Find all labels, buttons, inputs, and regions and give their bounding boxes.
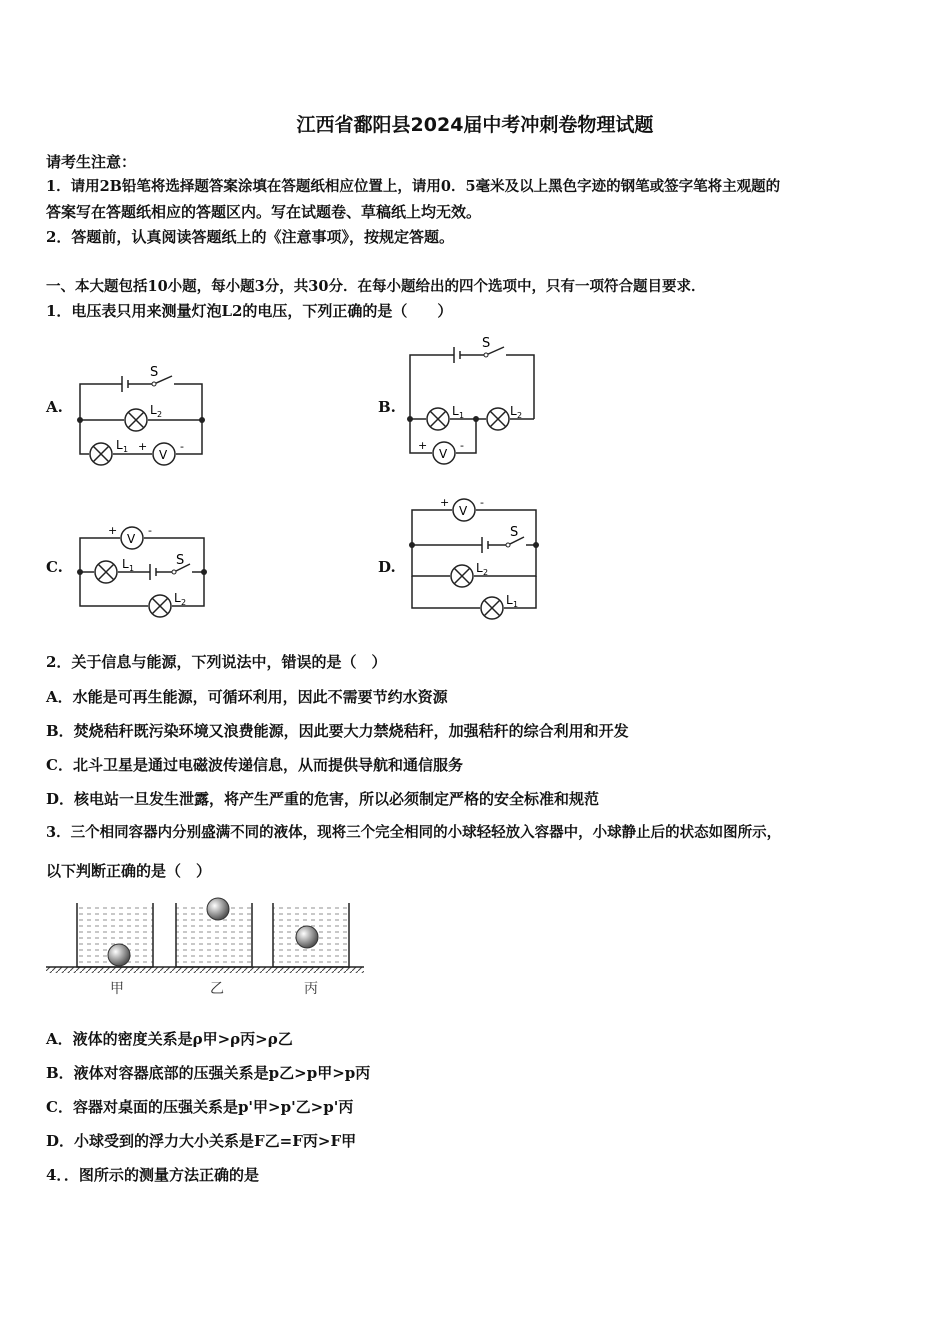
container-bing bbox=[273, 903, 349, 967]
q3-option-c: C．容器对桌面的压强关系是p'甲>p'乙>p'丙 bbox=[46, 1098, 354, 1116]
notice-line-1: 1．请用2B铅笔将选择题答案涂填在答题纸相应位置上，请用0．5毫米及以上黑色字迹的钢笔或签字笔将主观题的 bbox=[46, 178, 781, 195]
notice-heading: 请考生注意： bbox=[46, 153, 137, 171]
svg-text:V: V bbox=[127, 532, 136, 546]
q2-option-c: C．北斗卫星是通过电磁波传递信息，从而提供导航和通信服务 bbox=[46, 756, 463, 774]
svg-text:V: V bbox=[459, 504, 468, 518]
svg-text:+: + bbox=[440, 496, 450, 509]
q1-label-d: D. bbox=[378, 558, 396, 576]
svg-text:L: L bbox=[150, 403, 157, 417]
svg-text:L: L bbox=[452, 404, 459, 418]
notice-line-1b: 答案写在答题纸相应的答题区内。写在试题卷、草稿纸上均无效。 bbox=[46, 203, 482, 221]
q3-option-b: B．液体对容器底部的压强关系是p乙>p甲>p丙 bbox=[46, 1064, 371, 1082]
notice-line-2: 2．答题前，认真阅读答题纸上的《注意事项》，按规定答题。 bbox=[46, 228, 454, 246]
svg-text:2: 2 bbox=[157, 410, 163, 419]
section-1-heading: 一、本大题包括10小题，每小题3分，共30分．在每小题给出的四个选项中，只有一项符合题目要求． bbox=[46, 278, 706, 295]
svg-text:L: L bbox=[476, 561, 483, 575]
q3-stem-1: 3．三个相同容器内分别盛满不同的液体，现将三个完全相同的小球轻轻放入容器中，小球静止后的状态如图所示， bbox=[46, 824, 782, 841]
cup-label-yi: 乙 bbox=[210, 981, 224, 997]
svg-text:2: 2 bbox=[483, 568, 489, 577]
page-title: 江西省鄱阳县2024届中考冲刺卷物理试题 bbox=[296, 114, 654, 136]
q2-option-d: D．核电站一旦发生泄露，将产生严重的危害，所以必须制定严格的安全标准和规范 bbox=[46, 790, 600, 808]
q1-label-c: C. bbox=[46, 558, 63, 576]
q4-stem: 4．．图所示的测量方法正确的是 bbox=[46, 1166, 259, 1184]
svg-text:+: + bbox=[108, 524, 118, 537]
svg-text:-: - bbox=[460, 439, 464, 452]
circuit-b-switch-label: S bbox=[482, 336, 491, 351]
container-yi bbox=[176, 898, 252, 967]
svg-text:L: L bbox=[510, 404, 517, 418]
q1-stem: 1．电压表只用来测量灯泡L2的电压，下列正确的是（ ） bbox=[46, 302, 453, 320]
circuit-d-diagram bbox=[404, 490, 546, 624]
svg-text:-: - bbox=[148, 524, 152, 537]
q1-label-a: A. bbox=[46, 398, 63, 416]
svg-text:V: V bbox=[439, 447, 448, 461]
q1-label-b: B. bbox=[378, 398, 396, 416]
svg-text:-: - bbox=[180, 440, 184, 453]
container-jia bbox=[77, 903, 153, 967]
svg-text:L: L bbox=[506, 593, 513, 607]
svg-text:+: + bbox=[138, 440, 148, 453]
svg-text:L: L bbox=[174, 591, 181, 605]
svg-text:1: 1 bbox=[459, 411, 465, 420]
circuit-d-switch-label: S bbox=[510, 525, 519, 540]
q2-stem: 2．关于信息与能源，下列说法中，错误的是（ ） bbox=[46, 653, 387, 671]
cup-label-jia: 甲 bbox=[110, 981, 124, 997]
q2-option-b: B．焚烧秸秆既污染环境又浪费能源，因此要大力禁烧秸秆，加强秸秆的综合利用和开发 bbox=[46, 722, 629, 740]
svg-text:1: 1 bbox=[513, 600, 519, 609]
svg-text:1: 1 bbox=[129, 564, 135, 573]
q2-option-a: A．水能是可再生能源，可循环利用，因此不需要节约水资源 bbox=[46, 688, 448, 706]
q3-containers-figure bbox=[46, 893, 364, 1003]
q3-option-a: A．液体的密度关系是ρ甲>ρ丙>ρ乙 bbox=[46, 1030, 293, 1048]
cup-label-bing: 丙 bbox=[304, 981, 318, 997]
svg-text:L: L bbox=[116, 438, 123, 452]
svg-text:1: 1 bbox=[123, 445, 129, 454]
svg-text:2: 2 bbox=[181, 598, 187, 607]
svg-text:V: V bbox=[159, 448, 168, 462]
circuit-c-diagram bbox=[74, 518, 214, 624]
svg-text:L: L bbox=[122, 557, 129, 571]
svg-text:+: + bbox=[418, 439, 428, 452]
q3-stem-2: 以下判断正确的是（ ） bbox=[46, 862, 212, 880]
svg-text:-: - bbox=[480, 496, 484, 509]
circuit-a-switch-label: S bbox=[150, 365, 159, 380]
q3-option-d: D．小球受到的浮力大小关系是F乙=F丙>F甲 bbox=[46, 1132, 357, 1150]
circuit-b-diagram bbox=[404, 333, 544, 475]
circuit-c-switch-label: S bbox=[176, 553, 185, 568]
svg-text:2: 2 bbox=[517, 411, 523, 420]
circuit-a-diagram bbox=[74, 362, 214, 474]
